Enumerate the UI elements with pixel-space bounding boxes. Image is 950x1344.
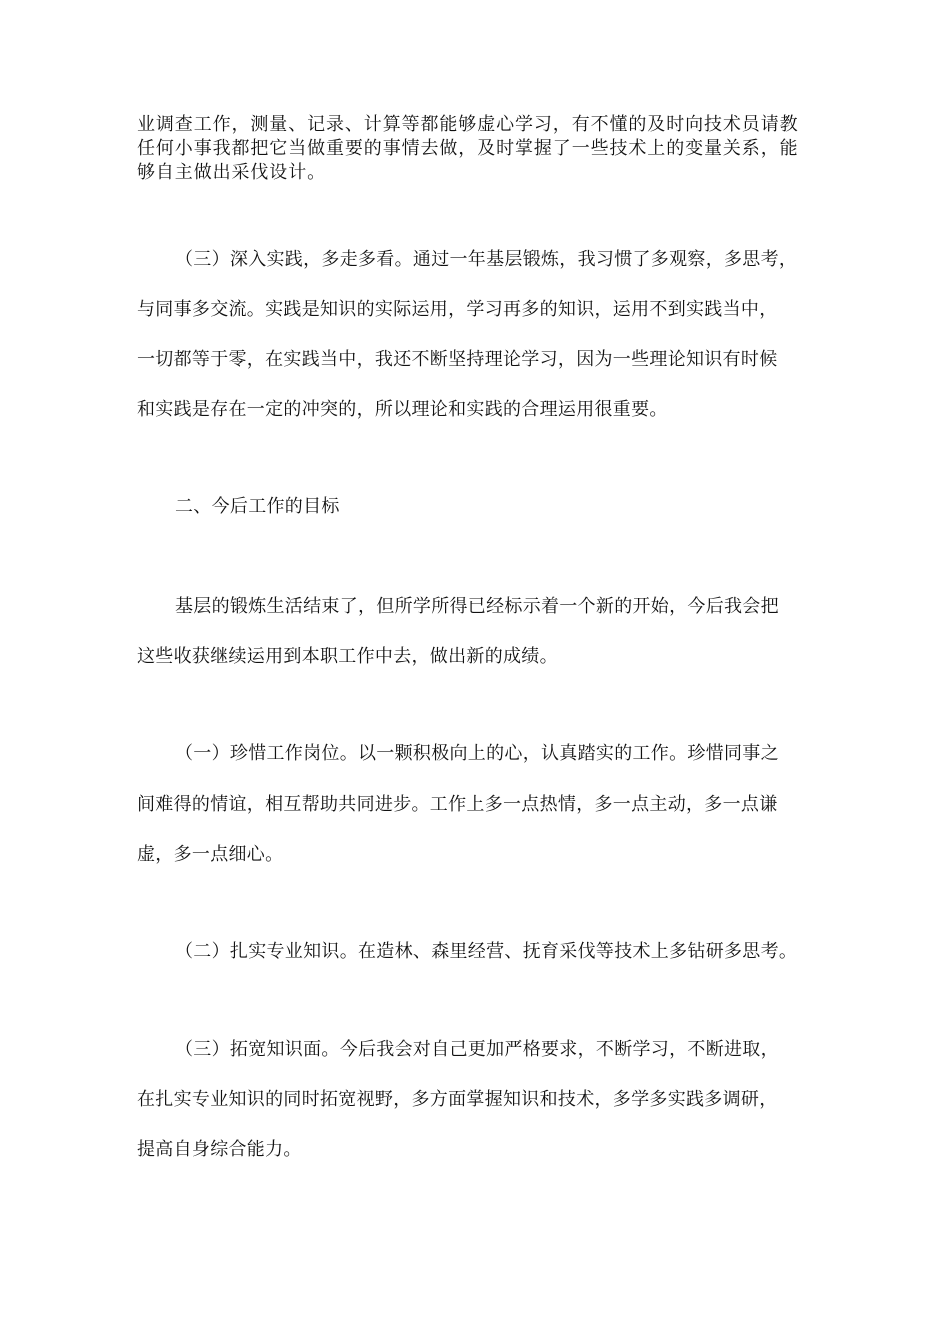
- paragraph-line: 一切都等于零，在实践当中，我还不断坚持理论学习，因为一些理论知识有时候: [137, 349, 778, 370]
- section-heading: 二、今后工作的目标: [175, 496, 340, 517]
- paragraph-line: 够自主做出采伐设计。: [137, 162, 326, 183]
- paragraph-line: （三）拓宽知识面。今后我会对自己更加严格要求，不断学习，不断进取，: [175, 1039, 779, 1060]
- paragraph-line: 业调查工作，测量、记录、计算等都能够虚心学习，有不懂的及时向技术员请教: [137, 114, 799, 135]
- paragraph-line: 这些收获继续运用到本职工作中去，做出新的成绩。: [137, 646, 558, 667]
- paragraph-line: 与同事多交流。实践是知识的实际运用，学习再多的知识，运用不到实践当中，: [137, 299, 778, 320]
- paragraph-line: 在扎实专业知识的同时拓宽视野，多方面掌握知识和技术，多学多实践多调研，: [137, 1089, 778, 1110]
- paragraph-line: （三）深入实践，多走多看。通过一年基层锻炼，我习惯了多观察，多思考，: [175, 249, 798, 270]
- paragraph-line: 基层的锻炼生活结束了，但所学所得已经标示着一个新的开始，今后我会把: [175, 596, 779, 617]
- paragraph-line: （一）珍惜工作岗位。以一颗积极向上的心，认真踏实的工作。珍惜同事之: [175, 743, 779, 764]
- paragraph-line: 虚，多一点细心。: [137, 844, 284, 865]
- paragraph-line: 提高自身综合能力。: [137, 1139, 302, 1160]
- paragraph-line: 任何小事我都把它当做重要的事情去做，及时掌握了一些技术上的变量关系，能: [137, 138, 799, 159]
- paragraph-line: 间难得的情谊，相互帮助共同进步。工作上多一点热情，多一点主动，多一点谦: [137, 794, 778, 815]
- paragraph-line: （二）扎实专业知识。在造林、森里经营、抚育采伐等技术上多钻研多思考。: [175, 941, 798, 962]
- paragraph-line: 和实践是存在一定的冲突的，所以理论和实践的合理运用很重要。: [137, 399, 668, 420]
